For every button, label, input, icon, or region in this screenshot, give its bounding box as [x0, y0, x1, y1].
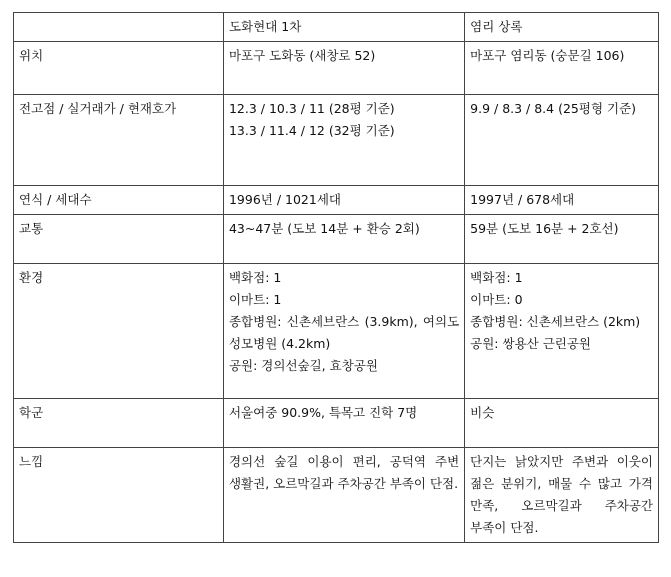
cell-line: 종합병원: 신촌세브란스 (2km) [470, 314, 641, 329]
table-row-location [14, 42, 659, 95]
cell-line: 백화점: 1 [470, 270, 523, 285]
cell-line: 12.3 / 10.3 / 11 (28평 기준) [228, 101, 395, 116]
cell-yeomni-year [465, 186, 659, 215]
document-page [13, 12, 659, 543]
cell-line: 9.9 / 8.3 / 8.4 (25평형 기준) [470, 101, 637, 116]
row-label-year: 연식 / 세대수 [14, 186, 224, 215]
cell-line: 1996년 / 1021세대 [228, 192, 341, 207]
table-row-traffic [14, 215, 659, 264]
header-cell-dohwa: 도화현대 1차 [223, 13, 464, 42]
table-header-row [14, 13, 659, 42]
row-label-school: 학군 [14, 399, 224, 448]
table-row-year [14, 186, 659, 215]
cell-line: 공원: 쌍용산 근린공원 [470, 336, 591, 351]
table-row-impression [14, 448, 659, 543]
row-label-environment: 환경 [14, 264, 224, 399]
row-label-location: 위치 [14, 42, 224, 95]
cell-line: 백화점: 1 [228, 270, 282, 285]
cell-line: 공원: 경의선숲길, 효창공원 [228, 358, 378, 373]
comparison-table [13, 12, 659, 543]
header-cell-yeomni: 염리 상록 [465, 13, 659, 42]
cell-dohwa-traffic [223, 215, 464, 264]
cell-line: 이마트: 0 [470, 292, 523, 307]
row-label-impression: 느낌 [14, 448, 224, 543]
cell-line: 단지는 낡았지만 주변과 이웃이 젊은 분위기, 매물 수 많고 가격 만족, 오르막길과 주차공간 부족이 단점. [470, 454, 653, 535]
cell-line: 1997년 / 678세대 [470, 192, 575, 207]
cell-line: 마포구 도화동 (새창로 52) [228, 48, 376, 63]
cell-line: 서울여중 90.9%, 특목고 진학 7명 [228, 405, 418, 420]
cell-line: 13.3 / 11.4 / 12 (32평 기준) [228, 123, 395, 138]
table-row-environment [14, 264, 659, 399]
cell-yeomni-traffic [465, 215, 659, 264]
cell-yeomni-price [465, 95, 659, 186]
cell-yeomni-environment [465, 264, 659, 399]
cell-line: 종합병원: 신촌세브란스 (3.9km), 여의도 성모병원 (4.2km) [228, 314, 460, 351]
cell-line: 경의선 숲길 이용이 편리, 공덕역 주변 생활권, 오르막길과 주차공간 부족이 단점. [228, 454, 460, 491]
table-row-price [14, 95, 659, 186]
cell-line: 비슷 [470, 405, 495, 420]
cell-yeomni-school [465, 399, 659, 448]
cell-line: 59분 (도보 16분 + 2호선) [470, 221, 619, 236]
cell-dohwa-price [223, 95, 464, 186]
cell-dohwa-school [223, 399, 464, 448]
cell-line: 이마트: 1 [228, 292, 282, 307]
cell-dohwa-year [223, 186, 464, 215]
cell-dohwa-location [223, 42, 464, 95]
cell-line: 43~47분 (도보 14분 + 환승 2회) [228, 221, 420, 236]
cell-line: 마포구 염리동 (숭문길 106) [470, 48, 625, 63]
cell-yeomni-impression [465, 448, 659, 543]
row-label-traffic: 교통 [14, 215, 224, 264]
header-cell-empty [14, 13, 224, 42]
cell-yeomni-location [465, 42, 659, 95]
cell-dohwa-environment [223, 264, 464, 399]
cell-dohwa-impression [223, 448, 464, 543]
table-row-school [14, 399, 659, 448]
row-label-price: 전고점 / 실거래가 / 현재호가 [14, 95, 224, 186]
